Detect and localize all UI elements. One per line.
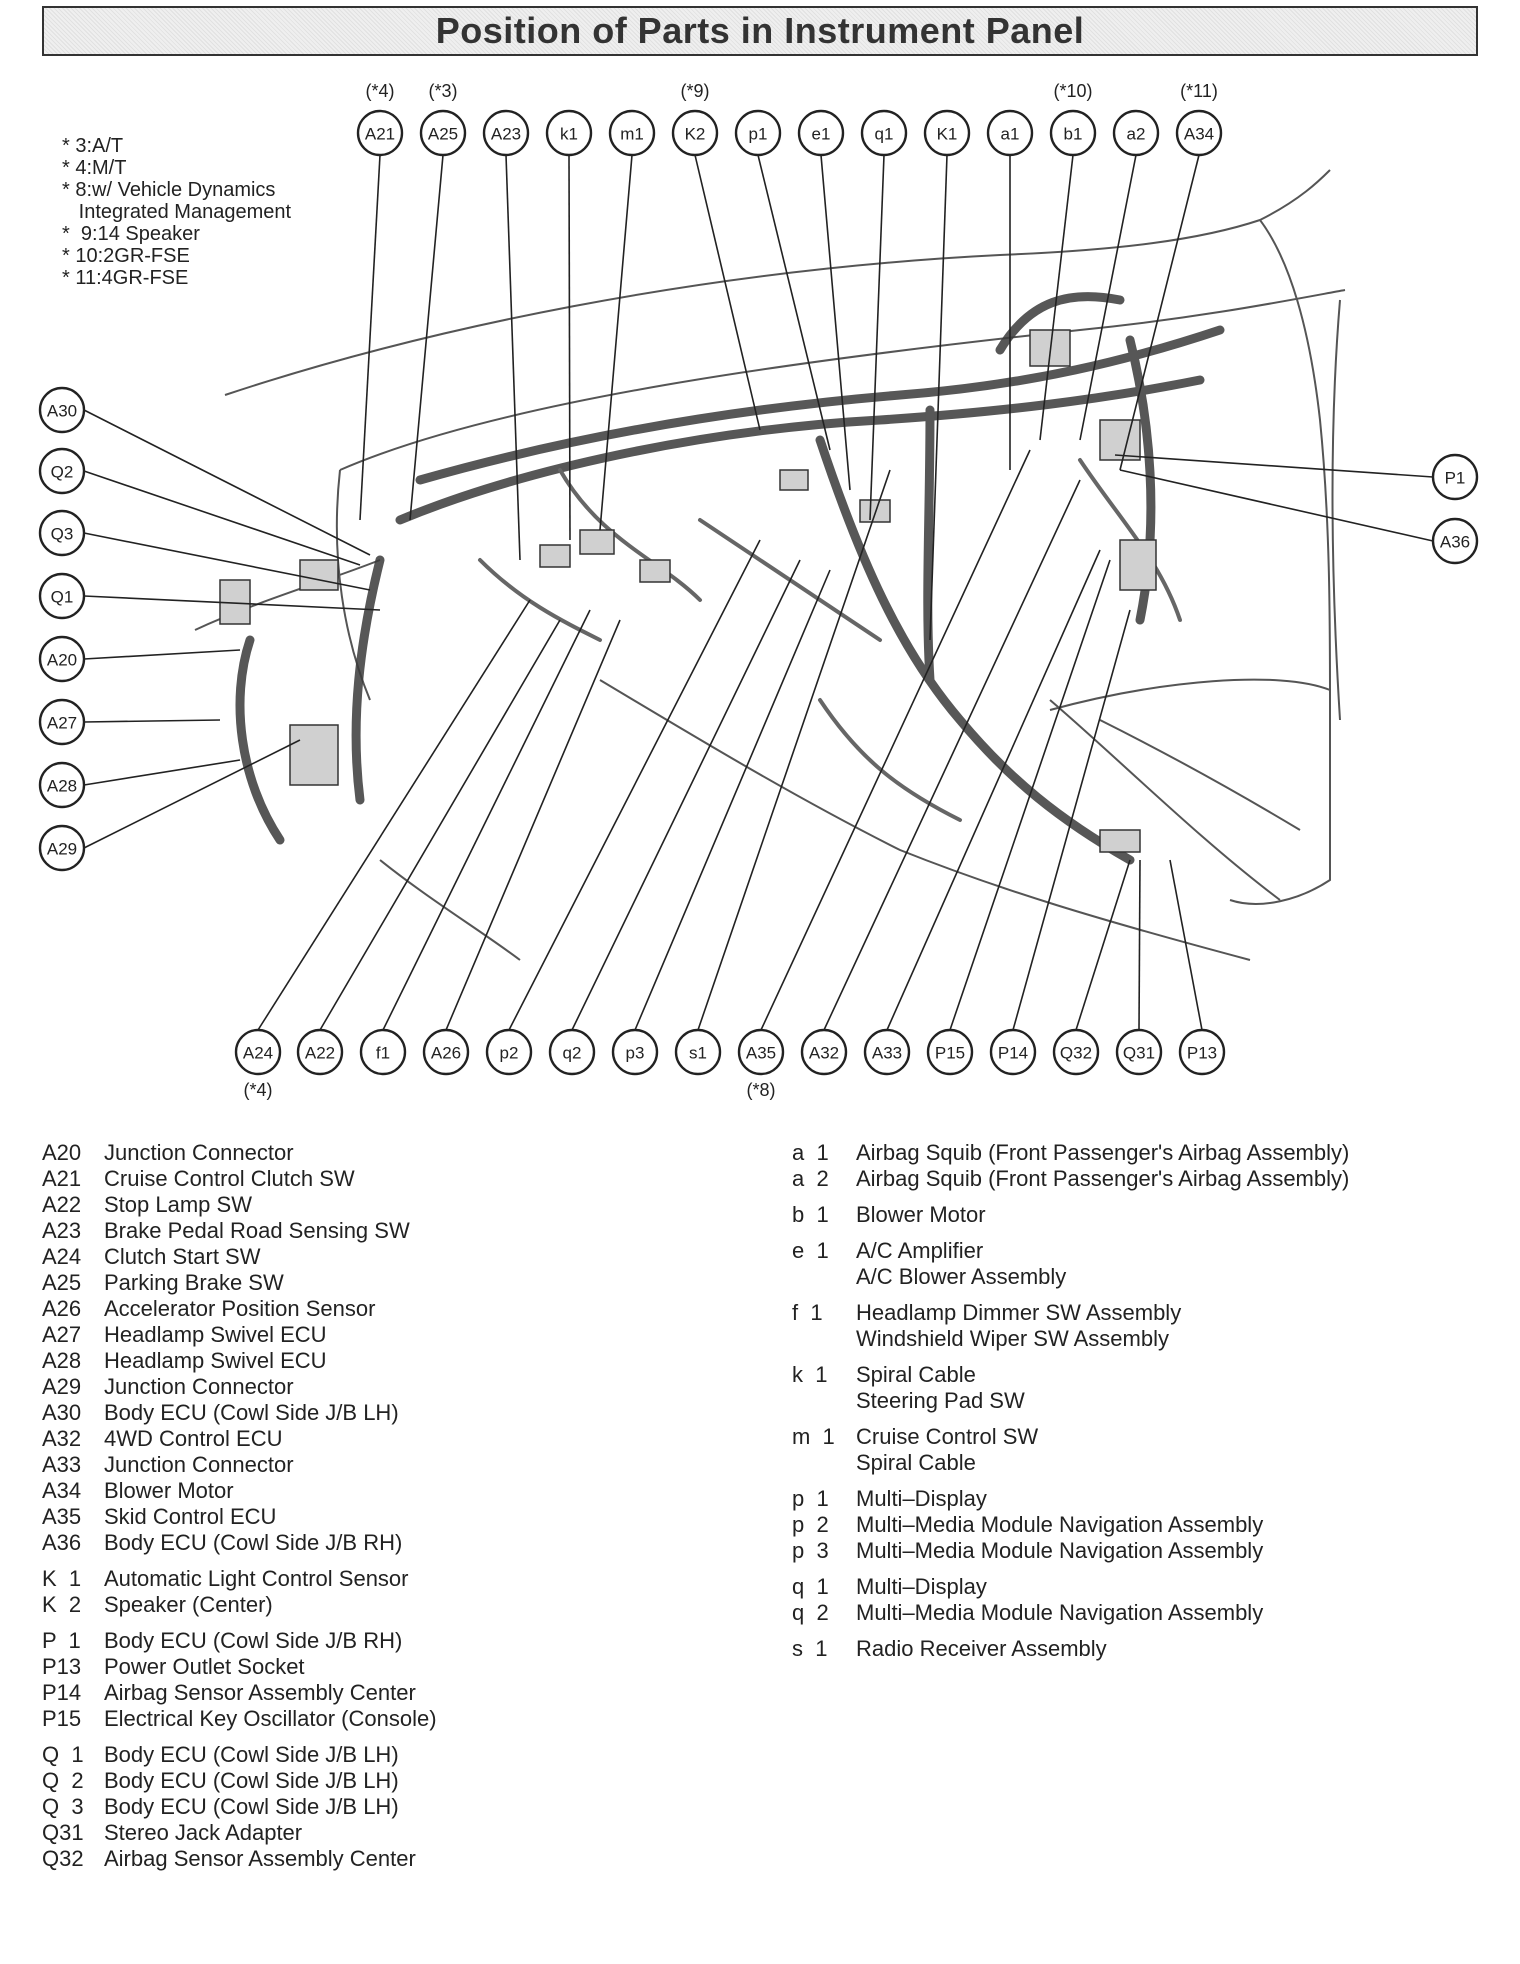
- callout-label: m1: [620, 124, 644, 144]
- callout-e1: [799, 111, 843, 155]
- callout-label: K2: [684, 124, 706, 144]
- legend-description: Multi–Media Module Navigation Assembly: [856, 1600, 1264, 1625]
- variant-note-label: (*10): [1053, 81, 1093, 101]
- variant-note-label: (*9): [680, 81, 710, 101]
- variant-note-label: (*11): [1180, 81, 1218, 101]
- leader-a20: [84, 650, 240, 659]
- legend-row: [792, 1450, 1349, 1476]
- legend-description: Accelerator Position Sensor: [104, 1296, 376, 1321]
- legend-description: Speaker (Center): [104, 1592, 273, 1617]
- leader-a23: [506, 155, 520, 560]
- legend-code: Q 2: [42, 1768, 84, 1793]
- callout-label: A23: [490, 124, 522, 144]
- legend-row: [42, 1654, 437, 1680]
- legend-row: [792, 1264, 1349, 1290]
- callout-label: Q2: [50, 462, 74, 482]
- callout-label: A20: [46, 650, 78, 670]
- callout-s1: [676, 1030, 720, 1074]
- legend-code: P14: [42, 1680, 82, 1705]
- callout-labels: [40, 81, 1477, 1100]
- legend-row: [42, 1244, 437, 1270]
- legend-code: K 2: [42, 1592, 82, 1617]
- legend-code: P15: [42, 1706, 82, 1731]
- legend-code: A26: [42, 1296, 82, 1321]
- leader-q32: [1076, 860, 1130, 1030]
- note-line: * 8:w/ Vehicle Dynamics: [62, 179, 276, 201]
- legend-description: Clutch Start SW: [104, 1244, 261, 1269]
- legend-code: A20: [42, 1140, 82, 1165]
- wire-harness: [240, 297, 1220, 860]
- leader-q2: [84, 471, 360, 565]
- callout-p3: [613, 1030, 657, 1074]
- legend-row: [792, 1636, 1349, 1662]
- leader-lines: [84, 155, 1433, 1030]
- callout-a32: [802, 1030, 846, 1074]
- page-title: Position of Parts in Instrument Panel: [435, 10, 1085, 51]
- legend-description: Junction Connector: [104, 1452, 294, 1477]
- legend-description: Multi–Display: [856, 1574, 987, 1599]
- callout-label: P13: [1186, 1043, 1218, 1063]
- callout-a30: [40, 388, 84, 432]
- callout-q2: [550, 1030, 594, 1074]
- legend-description: Radio Receiver Assembly: [856, 1636, 1107, 1661]
- callout-a26: [424, 1030, 468, 1074]
- legend-row: [792, 1166, 1349, 1192]
- leader-p15: [950, 560, 1110, 1030]
- legend-row: [792, 1574, 1349, 1600]
- legend-row: [42, 1846, 437, 1872]
- leader-q2: [572, 560, 800, 1030]
- legend-description: Junction Connector: [104, 1374, 294, 1399]
- legend-row: [792, 1326, 1349, 1352]
- leader-a29: [84, 740, 300, 848]
- legend-code: k 1: [792, 1362, 828, 1387]
- callout-a2: [1114, 111, 1158, 155]
- legend-row: [42, 1452, 437, 1478]
- legend-group: [42, 1566, 437, 1618]
- callout-label: A28: [46, 776, 78, 796]
- legend-code: m 1: [792, 1424, 835, 1449]
- leader-k1: [930, 155, 947, 640]
- variant-note-label: (*4): [365, 81, 395, 101]
- legend-row: [42, 1768, 437, 1794]
- callout-label: K1: [936, 124, 958, 144]
- legend-description: Brake Pedal Road Sensing SW: [104, 1218, 410, 1243]
- legend-description: Spiral Cable: [856, 1362, 976, 1387]
- legend-group: [792, 1362, 1349, 1414]
- legend-row: [792, 1202, 1349, 1228]
- callout-q2: [40, 449, 84, 493]
- legend-code: [792, 1326, 856, 1352]
- legend-code: A30: [42, 1400, 82, 1425]
- legend-row: [792, 1512, 1349, 1538]
- note-line: * 11:4GR-FSE: [62, 267, 189, 289]
- legend-right: [792, 1140, 1349, 1672]
- callout-label: q2: [562, 1043, 582, 1063]
- callout-label: A34: [1183, 124, 1215, 144]
- callout-f1: [361, 1030, 405, 1074]
- legend-description: Junction Connector: [104, 1140, 294, 1165]
- legend-code: Q32: [42, 1846, 84, 1871]
- legend-row: [42, 1478, 437, 1504]
- legend-row: [42, 1628, 437, 1654]
- legend-row: [42, 1348, 437, 1374]
- legend-description: Body ECU (Cowl Side J/B LH): [104, 1400, 399, 1425]
- legend-description: 4WD Control ECU: [104, 1426, 283, 1451]
- callout-label: A21: [364, 124, 396, 144]
- legend-code: b 1: [792, 1202, 829, 1227]
- callout-a34: [1177, 111, 1221, 155]
- callout-k1: [925, 111, 969, 155]
- callout-label: A36: [1439, 532, 1471, 552]
- legend-code: f 1: [792, 1300, 823, 1325]
- legend-code: K 1: [42, 1566, 82, 1591]
- callout-p1: [1433, 455, 1477, 499]
- callout-label: A30: [46, 401, 78, 421]
- leader-q31: [1139, 860, 1140, 1030]
- legend-code: a 1: [792, 1140, 829, 1165]
- legend-row: [42, 1296, 437, 1322]
- leader-k2: [695, 155, 760, 430]
- callout-a25: [421, 111, 465, 155]
- legend-group: [42, 1742, 437, 1872]
- note-line: * 10:2GR-FSE: [62, 245, 190, 267]
- legend-code: Q31: [42, 1820, 84, 1845]
- callout-a35: [739, 1030, 783, 1074]
- callout-label: p1: [748, 124, 768, 144]
- legend-row: [792, 1600, 1349, 1626]
- legend-code: A32: [42, 1426, 82, 1451]
- leader-k1: [569, 155, 570, 540]
- legend-code: A28: [42, 1348, 82, 1373]
- legend-code: A27: [42, 1322, 82, 1347]
- callout-a36: [1433, 519, 1477, 563]
- legend-code: A29: [42, 1374, 82, 1399]
- legend-description: Parking Brake SW: [104, 1270, 284, 1295]
- legend-code: A34: [42, 1478, 82, 1503]
- callout-label: P1: [1444, 468, 1466, 488]
- callout-a20: [40, 637, 84, 681]
- variant-note-label: (*8): [746, 1080, 776, 1100]
- legend-row: [792, 1388, 1349, 1414]
- callout-a22: [298, 1030, 342, 1074]
- legend-code: Q 3: [42, 1794, 84, 1819]
- legend-row: [42, 1794, 437, 1820]
- callout-label: A25: [427, 124, 459, 144]
- legend-code: e 1: [792, 1238, 829, 1263]
- legend-left: [42, 1140, 437, 1882]
- legend-code: s 1: [792, 1636, 828, 1661]
- callout-a24: [236, 1030, 280, 1074]
- legend-row: [42, 1592, 437, 1618]
- legend-code: A25: [42, 1270, 82, 1295]
- leader-p1: [1115, 455, 1433, 477]
- legend-description: Cruise Control SW: [856, 1424, 1039, 1449]
- legend-row: [42, 1192, 437, 1218]
- legend-row: [792, 1140, 1349, 1166]
- callout-label: p3: [625, 1043, 645, 1063]
- legend-code: A22: [42, 1192, 82, 1217]
- leader-p3: [635, 570, 830, 1030]
- legend-row: [42, 1140, 437, 1166]
- legend-row: [42, 1374, 437, 1400]
- leader-a21: [360, 155, 380, 520]
- callout-a28: [40, 763, 84, 807]
- legend-code: [792, 1264, 856, 1290]
- leader-a34: [1120, 155, 1199, 470]
- leader-a26: [446, 620, 620, 1030]
- leader-a36: [1120, 470, 1433, 541]
- legend-description: Multi–Media Module Navigation Assembly: [856, 1512, 1264, 1537]
- legend-code: P 1: [42, 1628, 81, 1653]
- legend-description: Headlamp Dimmer SW Assembly: [856, 1300, 1182, 1325]
- legend-description: Cruise Control Clutch SW: [104, 1166, 355, 1191]
- legend-row: [42, 1820, 437, 1846]
- legend-description: Blower Motor: [856, 1202, 986, 1227]
- callout-q1: [40, 574, 84, 618]
- variant-note-label: (*4): [243, 1080, 273, 1100]
- callout-a29: [40, 826, 84, 870]
- legend-code: A23: [42, 1218, 82, 1243]
- callout-label: A35: [745, 1043, 777, 1063]
- callout-label: Q1: [50, 587, 74, 607]
- callout-p14: [991, 1030, 1035, 1074]
- legend-description: Body ECU (Cowl Side J/B RH): [104, 1628, 403, 1653]
- legend-row: [42, 1426, 437, 1452]
- legend-code: P13: [42, 1654, 82, 1679]
- legend-description: Stop Lamp SW: [104, 1192, 252, 1217]
- legend-group: [42, 1140, 437, 1556]
- legend-description: Multi–Media Module Navigation Assembly: [856, 1538, 1264, 1563]
- callout-label: A32: [808, 1043, 840, 1063]
- callout-label: A24: [242, 1043, 274, 1063]
- legend-description: Multi–Display: [856, 1486, 987, 1511]
- callout-p2: [487, 1030, 531, 1074]
- legend-group: [792, 1202, 1349, 1228]
- legend-row: [42, 1680, 437, 1706]
- callout-label: e1: [811, 124, 831, 144]
- legend-description: Spiral Cable: [856, 1450, 976, 1475]
- leader-a35: [761, 450, 1030, 1030]
- callout-label: a1: [1000, 124, 1020, 144]
- leader-a25: [410, 155, 443, 520]
- legend-group: [792, 1486, 1349, 1564]
- callout-p1: [736, 111, 780, 155]
- callout-q3: [40, 511, 84, 555]
- callout-label: P15: [934, 1043, 966, 1063]
- legend-description: Steering Pad SW: [856, 1388, 1025, 1413]
- legend-description: Body ECU (Cowl Side J/B LH): [104, 1768, 399, 1793]
- legend-code: q 1: [792, 1574, 829, 1599]
- callout-a1: [988, 111, 1032, 155]
- callout-p13: [1180, 1030, 1224, 1074]
- variant-note-label: (*3): [428, 81, 458, 101]
- callout-label: f1: [375, 1043, 391, 1063]
- legend-code: Q 1: [42, 1742, 84, 1767]
- legend-description: Headlamp Swivel ECU: [104, 1322, 327, 1347]
- callout-a21: [358, 111, 402, 155]
- legend-description: Airbag Sensor Assembly Center: [104, 1680, 416, 1705]
- legend-row: [792, 1238, 1349, 1264]
- callout-b1: [1051, 111, 1095, 155]
- wire-harness-detail: [480, 460, 1180, 820]
- callout-label: A27: [46, 713, 78, 733]
- legend-code: [792, 1388, 856, 1414]
- leader-a27: [84, 720, 220, 722]
- legend-group: [792, 1424, 1349, 1476]
- callout-k1: [547, 111, 591, 155]
- callout-label: A29: [46, 839, 78, 859]
- legend-row: [42, 1322, 437, 1348]
- legend-code: A33: [42, 1452, 82, 1477]
- legend-row: [792, 1486, 1349, 1512]
- legend-description: Airbag Squib (Front Passenger's Airbag Assembly): [856, 1140, 1350, 1165]
- callout-label: Q31: [1122, 1043, 1156, 1063]
- legend-description: Body ECU (Cowl Side J/B RH): [104, 1530, 403, 1555]
- note-line: * 3:A/T: [62, 135, 124, 157]
- legend-code: [792, 1450, 856, 1476]
- legend-group: [792, 1140, 1349, 1192]
- callout-label: s1: [689, 1043, 707, 1063]
- legend-description: Body ECU (Cowl Side J/B LH): [104, 1794, 399, 1819]
- legend-row: [42, 1530, 437, 1556]
- legend-description: Power Outlet Socket: [104, 1654, 305, 1679]
- legend-row: [792, 1300, 1349, 1326]
- legend-row: [42, 1218, 437, 1244]
- legend-code: p 1: [792, 1486, 829, 1511]
- legend-group: [792, 1636, 1349, 1662]
- callout-label: k1: [560, 124, 578, 144]
- legend-row: [42, 1504, 437, 1530]
- legend-row: [42, 1566, 437, 1592]
- legend-code: q 2: [792, 1600, 829, 1625]
- leader-e1: [821, 155, 850, 490]
- legend-group: [792, 1238, 1349, 1290]
- legend-description: Skid Control ECU: [104, 1504, 277, 1529]
- leader-m1: [600, 155, 632, 530]
- legend-row: [42, 1270, 437, 1296]
- callout-label: p2: [499, 1043, 519, 1063]
- legend-description: Automatic Light Control Sensor: [104, 1566, 409, 1591]
- callout-a27: [40, 700, 84, 744]
- legend-description: Headlamp Swivel ECU: [104, 1348, 327, 1373]
- callout-label: Q32: [1059, 1043, 1093, 1063]
- callout-label: A22: [304, 1043, 336, 1063]
- legend-group: [792, 1300, 1349, 1352]
- legend-description: Airbag Sensor Assembly Center: [104, 1846, 416, 1871]
- legend-row: [792, 1424, 1349, 1450]
- note-line: * 4:M/T: [62, 157, 127, 179]
- callout-label: Q3: [50, 524, 74, 544]
- legend-description: A/C Blower Assembly: [856, 1264, 1067, 1289]
- note-line: * 9:14 Speaker: [62, 223, 200, 245]
- legend-description: Blower Motor: [104, 1478, 234, 1503]
- callout-label: a2: [1126, 124, 1146, 144]
- legend-description: Body ECU (Cowl Side J/B LH): [104, 1742, 399, 1767]
- legend-code: p 2: [792, 1512, 829, 1537]
- legend-description: Stereo Jack Adapter: [104, 1820, 303, 1845]
- callout-label: b1: [1063, 124, 1083, 144]
- legend-description: A/C Amplifier: [856, 1238, 984, 1263]
- legend-description: Airbag Squib (Front Passenger's Airbag Assembly): [856, 1166, 1350, 1191]
- leader-a33: [887, 550, 1100, 1030]
- callout-p15: [928, 1030, 972, 1074]
- callout-label: q1: [874, 124, 894, 144]
- callout-label: A26: [430, 1043, 462, 1063]
- legend-row: [42, 1706, 437, 1732]
- callout-q31: [1117, 1030, 1161, 1074]
- leader-q1: [870, 155, 884, 520]
- callout-m1: [610, 111, 654, 155]
- legend-row: [42, 1400, 437, 1426]
- callout-q1: [862, 111, 906, 155]
- legend-description: Windshield Wiper SW Assembly: [856, 1326, 1169, 1351]
- legend-code: p 3: [792, 1538, 829, 1563]
- leader-a30: [84, 410, 370, 555]
- callout-label: A33: [871, 1043, 903, 1063]
- leader-f1: [383, 610, 590, 1030]
- callout-a33: [865, 1030, 909, 1074]
- legend-code: A35: [42, 1504, 82, 1529]
- legend-row: [792, 1538, 1349, 1564]
- legend-group: [792, 1574, 1349, 1626]
- legend-code: A21: [42, 1166, 82, 1191]
- legend-code: a 2: [792, 1166, 829, 1191]
- legend-row: [42, 1166, 437, 1192]
- callout-q32: [1054, 1030, 1098, 1074]
- legend-code: A24: [42, 1244, 82, 1269]
- legend-code: A36: [42, 1530, 82, 1555]
- legend-group: [42, 1628, 437, 1732]
- callout-label: P14: [997, 1043, 1029, 1063]
- legend-row: [792, 1362, 1349, 1388]
- legend-description: Electrical Key Oscillator (Console): [104, 1706, 437, 1731]
- legend-row: [42, 1742, 437, 1768]
- note-line: Integrated Management: [62, 201, 292, 223]
- callout-k2: [673, 111, 717, 155]
- callout-a23: [484, 111, 528, 155]
